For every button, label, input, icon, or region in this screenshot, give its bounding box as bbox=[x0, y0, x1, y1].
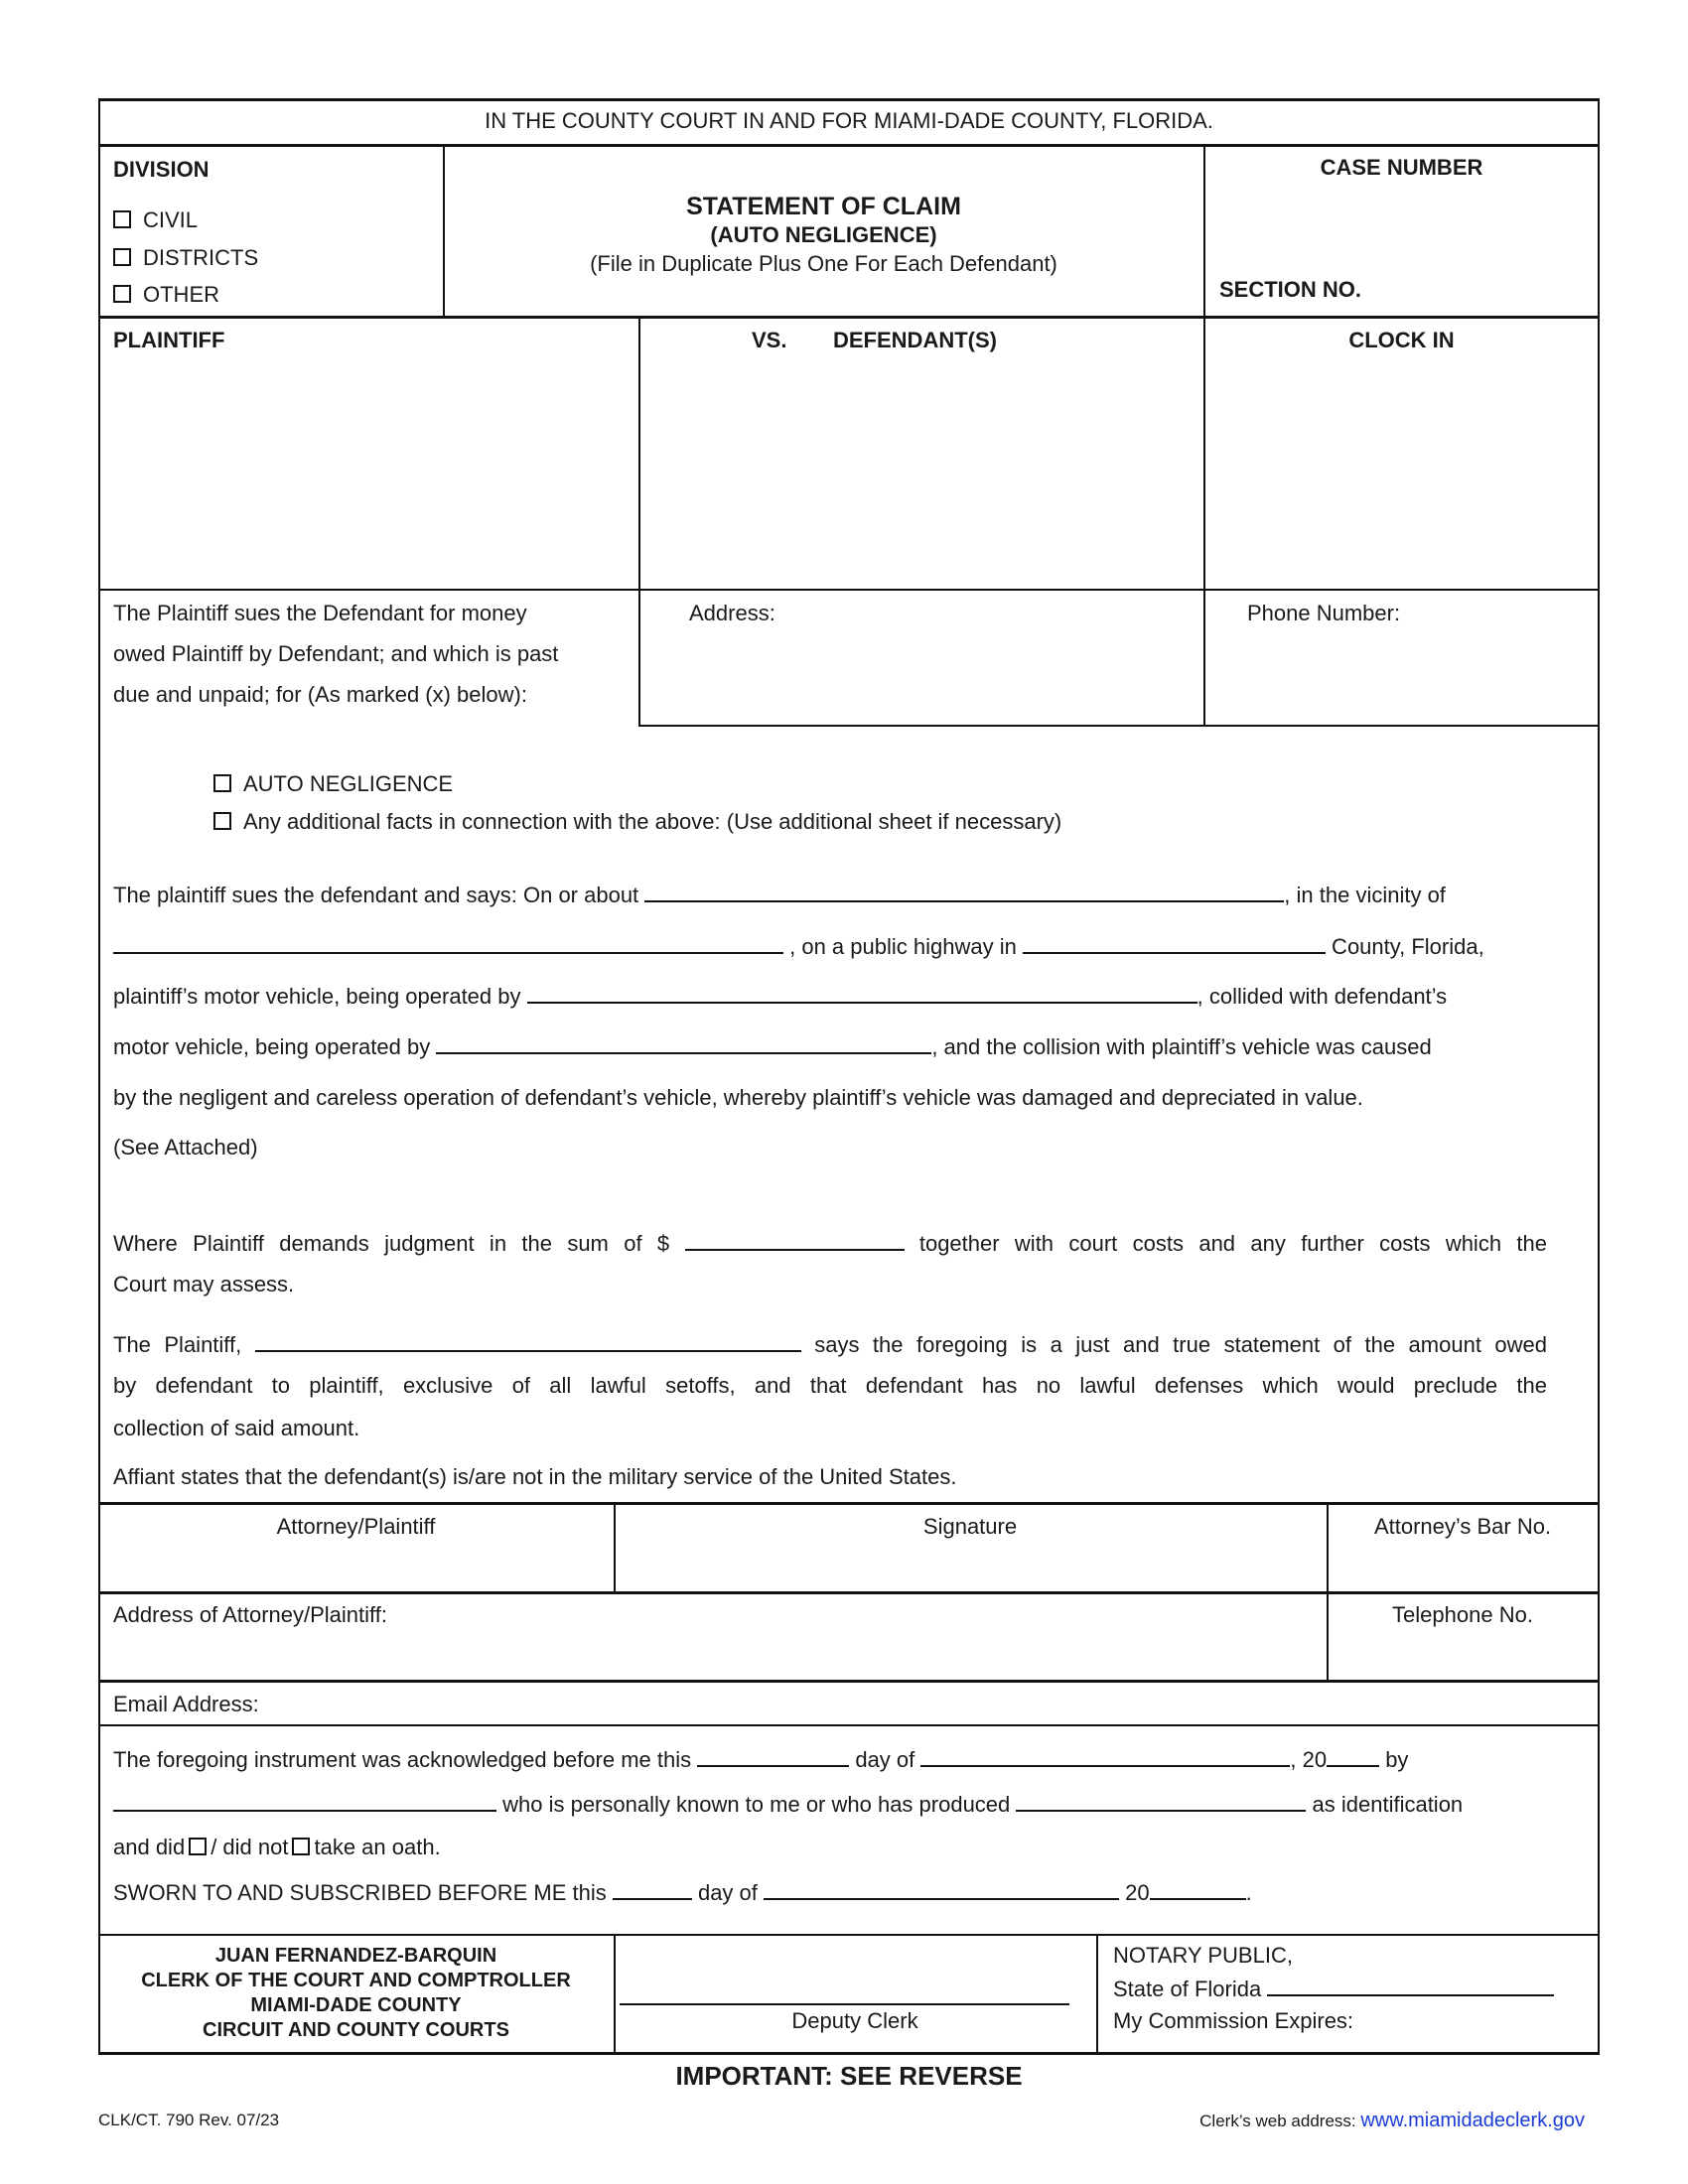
text: / did not bbox=[211, 1835, 289, 1859]
sworn-year-blank[interactable] bbox=[1150, 1878, 1246, 1900]
deputy-clerk-signature-line[interactable] bbox=[620, 2003, 1069, 2005]
division-civil-option[interactable] bbox=[113, 206, 198, 234]
auto-negligence-option[interactable] bbox=[213, 770, 453, 798]
text: motor vehicle, being operated by bbox=[113, 1034, 437, 1059]
divider bbox=[98, 1680, 1600, 1683]
clerk-county: MIAMI-DADE COUNTY bbox=[250, 1994, 462, 2016]
form-title: STATEMENT OF CLAIM bbox=[686, 193, 961, 220]
amount-blank[interactable] bbox=[685, 1229, 905, 1251]
important-notice: IMPORTANT: SEE REVERSE bbox=[675, 2061, 1023, 2091]
text: , and the collision with plaintiff’s vehicle was caused bbox=[931, 1034, 1432, 1059]
checkbox[interactable] bbox=[113, 248, 131, 266]
divider bbox=[1096, 1935, 1098, 2053]
divider bbox=[98, 2052, 1600, 2055]
year-blank[interactable] bbox=[1327, 1745, 1379, 1767]
text: says the foregoing is a just and true statement of the amount owed bbox=[800, 1332, 1548, 1357]
plaintiff-name-blank[interactable] bbox=[255, 1330, 801, 1352]
body-line bbox=[113, 1372, 1547, 1400]
text: together with court costs and any further costs which the bbox=[904, 1231, 1547, 1256]
identification-blank[interactable] bbox=[1016, 1790, 1306, 1812]
form-id: CLK/CT. 790 Rev. 07/23 bbox=[98, 2111, 280, 2129]
notary-line bbox=[113, 1745, 1408, 1774]
plaintiff-driver-blank[interactable] bbox=[527, 982, 1197, 1004]
clerk-web-address bbox=[1199, 2107, 1585, 2135]
day-blank[interactable] bbox=[697, 1745, 849, 1767]
email-label: Email Address: bbox=[113, 1692, 259, 1716]
divider bbox=[98, 1502, 1600, 1505]
option-label: OTHER bbox=[143, 282, 219, 307]
body-line bbox=[113, 1330, 1547, 1359]
clerk-website-link[interactable]: www.miamidadeclerk.gov bbox=[1360, 2110, 1585, 2131]
body-line: by the negligent and careless operation of defendant’s vehicle, whereby plaintiff’s vehicle was damaged and depreciated in value. bbox=[113, 1085, 1363, 1110]
defendants-label: DEFENDANT(S) bbox=[833, 328, 997, 352]
option-label: DISTRICTS bbox=[143, 245, 259, 270]
clock-in-label: CLOCK IN bbox=[1348, 328, 1455, 352]
bar-no-label: Attorney’s Bar No. bbox=[1373, 1514, 1552, 1539]
county-blank[interactable] bbox=[1023, 932, 1326, 954]
notary-line bbox=[113, 1834, 441, 1861]
text: The foregoing instrument was acknowledged before me this bbox=[113, 1747, 698, 1772]
text: . bbox=[1245, 1880, 1252, 1905]
divider bbox=[614, 1935, 616, 2053]
text: as identification bbox=[1306, 1792, 1464, 1817]
option-label: AUTO NEGLIGENCE bbox=[243, 771, 454, 796]
court-header: IN THE COUNTY COURT IN AND FOR MIAMI-DADE COUNTY, FLORIDA. bbox=[485, 108, 1213, 133]
clerk-courts: CIRCUIT AND COUNTY COURTS bbox=[203, 2019, 509, 2041]
body-line: Affiant states that the defendant(s) is/are not in the military service of the United States. bbox=[113, 1464, 957, 1489]
divider bbox=[98, 98, 100, 2055]
divider bbox=[98, 1934, 1600, 1936]
checkbox[interactable] bbox=[213, 812, 231, 830]
attorney-plaintiff-label: Attorney/Plaintiff bbox=[276, 1514, 436, 1539]
section-no-label: SECTION NO. bbox=[1219, 277, 1362, 302]
clerk-title: CLERK OF THE COURT AND COMPTROLLER bbox=[141, 1970, 571, 1991]
body-line: (See Attached) bbox=[113, 1135, 258, 1160]
attorney-address-label: Address of Attorney/Plaintiff: bbox=[113, 1602, 387, 1627]
text: State of Florida bbox=[1113, 1977, 1268, 2001]
option-label: CIVIL bbox=[143, 207, 199, 232]
divider bbox=[98, 1724, 1600, 1726]
divider bbox=[638, 725, 1600, 727]
divider bbox=[1598, 98, 1600, 2055]
body-line bbox=[113, 1032, 1432, 1061]
text: 20 bbox=[1119, 1880, 1150, 1905]
text: take an oath. bbox=[314, 1835, 441, 1859]
body-line bbox=[113, 932, 1484, 961]
sworn-day-blank[interactable] bbox=[613, 1878, 692, 1900]
vs-label: VS. bbox=[752, 328, 787, 352]
checkbox[interactable] bbox=[213, 774, 231, 792]
division-other-option[interactable] bbox=[113, 281, 219, 309]
option-label: Any additional facts in connection with the above: (Use additional sheet if necessary) bbox=[243, 809, 1062, 834]
signature-label: Signature bbox=[922, 1514, 1018, 1539]
body-line bbox=[113, 1229, 1547, 1258]
notary-state-blank[interactable] bbox=[1267, 1975, 1554, 1996]
text: by bbox=[1379, 1747, 1409, 1772]
commission-expires-label: My Commission Expires: bbox=[1113, 2008, 1354, 2033]
telephone-label: Telephone No. bbox=[1392, 1602, 1533, 1627]
did-not-oath-checkbox[interactable] bbox=[292, 1838, 310, 1855]
divider bbox=[98, 1591, 1600, 1594]
date-blank[interactable] bbox=[644, 881, 1284, 902]
defendant-address-label: Address: bbox=[689, 601, 775, 625]
notary-line bbox=[113, 1790, 1463, 1819]
divider bbox=[98, 589, 1600, 591]
text: and did bbox=[113, 1835, 186, 1859]
division-districts-option[interactable] bbox=[113, 244, 258, 272]
additional-facts-option[interactable] bbox=[213, 808, 1061, 836]
divider bbox=[98, 316, 1600, 319]
text: , collided with defendant’s bbox=[1196, 984, 1448, 1009]
clerk-name: JUAN FERNANDEZ-BARQUIN bbox=[214, 1945, 497, 1967]
claim-intro-line: due and unpaid; for (As marked (x) below): bbox=[113, 682, 527, 707]
defendant-driver-blank[interactable] bbox=[436, 1032, 931, 1054]
text: The Plaintiff, bbox=[113, 1332, 255, 1357]
plaintiff-label: PLAINTIFF bbox=[113, 328, 225, 352]
body-line: collection of said amount. bbox=[113, 1416, 360, 1440]
divider bbox=[98, 98, 1600, 101]
notary-line bbox=[113, 1878, 1252, 1907]
notary-public-label: NOTARY PUBLIC, bbox=[1113, 1943, 1293, 1968]
text: who is personally known to me or who has produced bbox=[496, 1792, 1017, 1817]
notary-state-line bbox=[1113, 1975, 1554, 2003]
text: , 20 bbox=[1290, 1747, 1328, 1772]
text: Where Plaintiff demands judgment in the sum of $ bbox=[113, 1231, 685, 1256]
text: The plaintiff sues the defendant and says: On or about bbox=[113, 883, 645, 907]
case-number-label: CASE NUMBER bbox=[1320, 155, 1483, 180]
claim-intro-line: The Plaintiff sues the Defendant for money bbox=[113, 601, 527, 625]
text: day of bbox=[849, 1747, 921, 1772]
text: day of bbox=[691, 1880, 764, 1905]
text: by defendant to plaintiff, exclusive of all lawful setoffs, and that defendant has no lawful defenses which would preclude the bbox=[113, 1373, 1547, 1398]
division-label: DIVISION bbox=[113, 157, 210, 182]
text: plaintiff’s motor vehicle, being operated by bbox=[113, 984, 527, 1009]
claim-intro-line: owed Plaintiff by Defendant; and which is past bbox=[113, 641, 559, 666]
text: SWORN TO AND SUBSCRIBED BEFORE ME this bbox=[113, 1880, 613, 1905]
body-line: Court may assess. bbox=[113, 1272, 295, 1297]
filing-note: (File in Duplicate Plus One For Each Defendant) bbox=[590, 251, 1057, 276]
deputy-clerk-label: Deputy Clerk bbox=[791, 2008, 918, 2033]
body-line bbox=[113, 982, 1447, 1011]
month-blank[interactable] bbox=[920, 1745, 1290, 1767]
text: County, Florida, bbox=[1325, 934, 1484, 959]
checkbox[interactable] bbox=[113, 210, 131, 228]
did-oath-checkbox[interactable] bbox=[189, 1838, 207, 1855]
person-blank[interactable] bbox=[113, 1790, 496, 1812]
text: , on a public highway in bbox=[783, 934, 1023, 959]
checkbox[interactable] bbox=[113, 285, 131, 303]
web-label: Clerk’s web address: bbox=[1199, 2112, 1361, 2130]
divider bbox=[638, 317, 640, 727]
vicinity-blank[interactable] bbox=[113, 932, 783, 954]
text: , in the vicinity of bbox=[1284, 883, 1446, 907]
body-line bbox=[113, 881, 1446, 909]
form-subtitle: (AUTO NEGLIGENCE) bbox=[710, 222, 937, 247]
divider bbox=[98, 144, 1600, 147]
sworn-month-blank[interactable] bbox=[764, 1878, 1119, 1900]
defendant-phone-label: Phone Number: bbox=[1247, 601, 1401, 625]
